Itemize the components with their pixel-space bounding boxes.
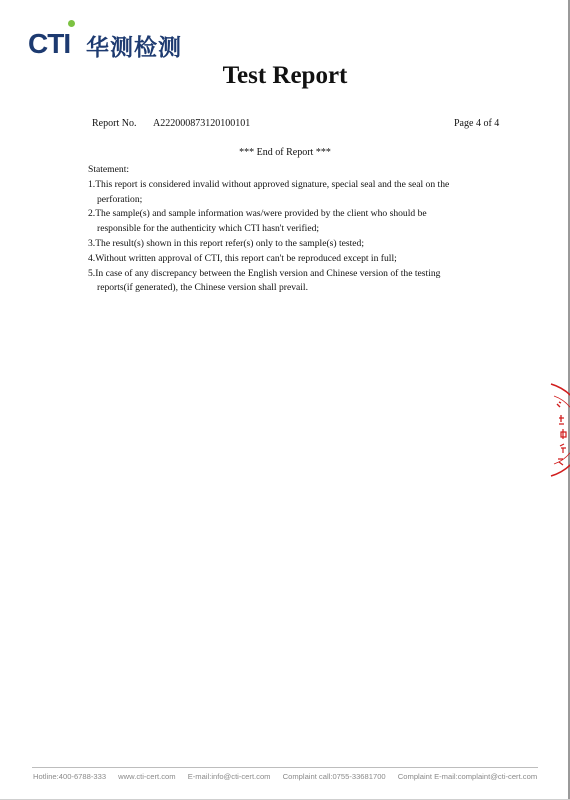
statement-item: 1.This report is considered invalid without approved signature, special seal and the seal on the perforation; xyxy=(88,178,450,205)
report-number-label: Report No. xyxy=(92,118,137,129)
end-of-report: *** End of Report *** xyxy=(239,147,331,158)
seal-inner-ring xyxy=(554,396,570,464)
footer-hotline: Hotline:400-6788-333 xyxy=(33,772,107,781)
statement-item: 3.The result(s) shown in this report refer(s) only to the sample(s) tested; xyxy=(88,237,365,249)
footer-contacts xyxy=(33,772,543,781)
statement-list xyxy=(88,178,468,296)
footer-email: E-mail:info@cti-cert.com xyxy=(187,772,271,781)
seal-outer-ring xyxy=(551,384,570,476)
statement-heading: Statement: xyxy=(88,164,130,175)
page-number: Page 4 of 4 xyxy=(454,118,500,129)
logo-green-dot xyxy=(68,20,75,27)
statement-block xyxy=(88,163,468,296)
footer-complaint-email: Complaint E-mail:complaint@cti-cert.com xyxy=(397,772,538,781)
logo-chinese-text: 华测检测 xyxy=(86,35,182,61)
statement-item: 2.The sample(s) and sample information was/were provided by the client who should be responsible for the authenticity which CTI hasn't verified; xyxy=(88,208,427,235)
footer-website: www.cti-cert.com xyxy=(118,772,176,781)
report-number-value: A222000873120100101 xyxy=(153,118,251,129)
logo-latin-text: CTI xyxy=(28,28,71,59)
statement-item: 4.Without written approval of CTI, this report can't be reproduced except in full; xyxy=(88,252,397,264)
footer-divider xyxy=(32,767,538,768)
footer-complaint-call: Complaint call:0755-33681700 xyxy=(282,772,386,781)
company-seal-stamp xyxy=(548,382,570,478)
statement-item: 5.In case of any discrepancy between the English version and Chinese version of the testing reports(if generated), the Chinese version shall prevail. xyxy=(88,267,441,294)
page-title: Test Report xyxy=(222,62,348,89)
